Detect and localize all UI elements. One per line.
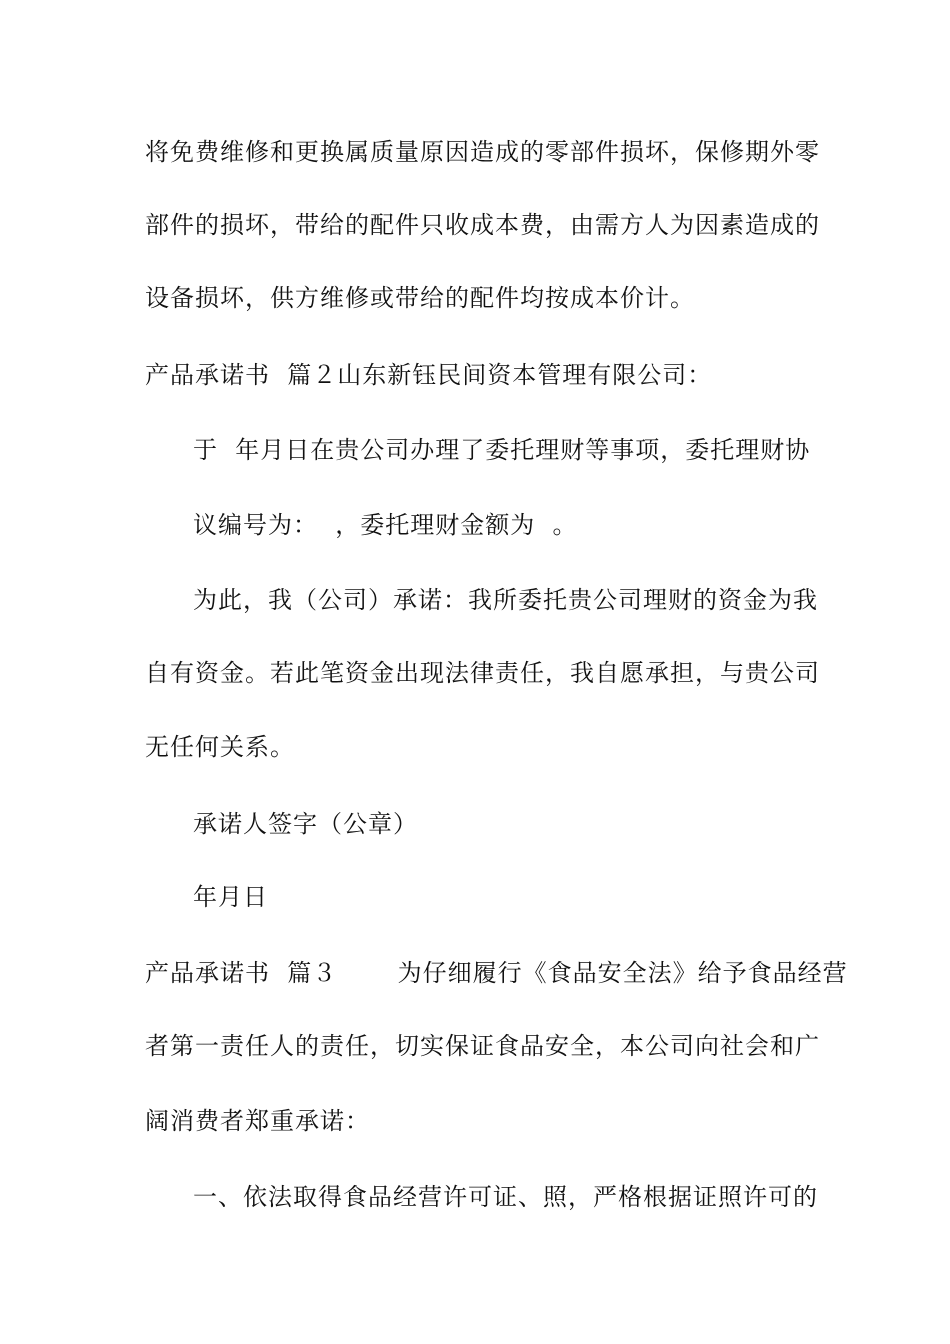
date-line: 年月日 [193,883,268,911]
paragraph-line: 将免费维修和更换属质量原因造成的零部件损坏，保修期外零 [145,138,820,166]
paragraph-line: 设备损坏，供方维修或带给的配件均按成本价计。 [145,284,695,312]
paragraph-line: 一、依法取得食品经营许可证、照，严格根据证照许可的 [193,1183,818,1211]
paragraph-line: 为此，我（公司）承诺：我所委托贵公司理财的资金为我 [193,586,818,614]
paragraph-line: 阔消费者郑重承诺： [145,1107,370,1135]
signature-line: 承诺人签字（公章） [193,810,418,838]
paragraph-line: 部件的损坏，带给的配件只收成本费，由需方人为因素造成的 [145,211,820,239]
paragraph-line: 者第一责任人的责任，切实保证食品安全，本公司向社会和广 [145,1032,820,1060]
paragraph-line: 无任何关系。 [145,733,295,761]
section-heading-line: 产品承诺书 篇３ 为仔细履行《食品安全法》给予食品经营 [145,959,848,987]
paragraph-line: 自有资金。若此笔资金出现法律责任，我自愿承担，与贵公司 [145,659,820,687]
paragraph-line: 议编号为： ，委托理财金额为 。 [193,511,578,539]
paragraph-line: 于 年月日在贵公司办理了委托理财等事项，委托理财协 [193,436,811,464]
section-heading-line: 产品承诺书 篇２山东新钰民间资本管理有限公司： [145,361,713,389]
